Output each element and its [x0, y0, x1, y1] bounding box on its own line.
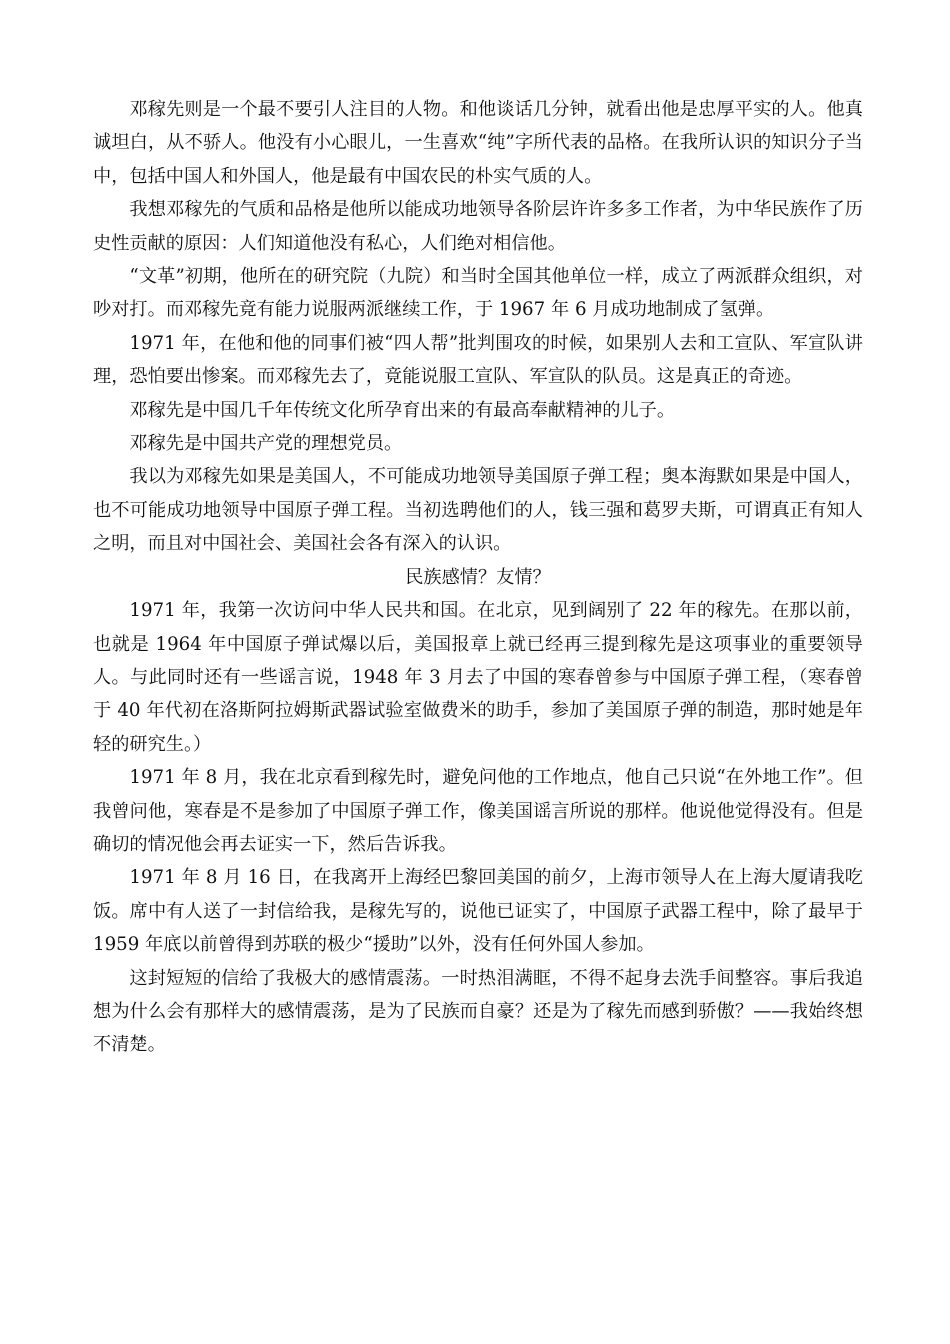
paragraph: 邓稼先是中国共产党的理想党员。 [129, 433, 403, 455]
paragraph: 我以为邓稼先如果是美国人，不可能成功地领导美国原子弹工程；奥本海默如果是中国人，也不可能成功地领导中国原子弹工程。当初选聘他们的人，钱三强和葛罗夫斯，可谓真正有知人之明，而且对中国社会、美国社会各有深入的认识。 [93, 466, 863, 555]
document-page [93, 93, 863, 1062]
paragraph: 1971 年，我第一次访问中华人民共和国。在北京，见到阔别了 22 年的稼先。在那以前，也就是 1964 年中国原子弹试爆以后，美国报章上就已经再三提到稼先是这项事业的重要领导人。与此同时还有一些谣言说，1948 年 3 月去了中国的寒春曾参与中国原子弹工程，（寒春曾于 40 年代初在洛斯阿拉姆斯武器试验室做费米的助手，参加了美国原子弹的制造，那时她是年轻的研究生。） [93, 600, 863, 755]
section-heading: 民族感情？友情？ [405, 566, 551, 588]
paragraph: 这封短短的信给了我极大的感情震荡。一时热泪满眶，不得不起身去洗手间整容。事后我追想为什么会有那样大的感情震荡，是为了民族而自豪？还是为了稼先而感到骄傲？——我始终想不清楚。 [93, 967, 863, 1056]
paragraph: 邓稼先则是一个最不要引人注目的人物。和他谈话几分钟，就看出他是忠厚平实的人。他真诚坦白，从不骄人。他没有小心眼儿，一生喜欢“纯”字所代表的品格。在我所认识的知识分子当中，包括中国人和外国人，他是最有中国农民的朴实气质的人。 [93, 99, 863, 187]
paragraph: 1971 年 8 月，我在北京看到稼先时，避免问他的工作地点，他自己只说“在外地工作”。但我曾问他，寒春是不是参加了中国原子弹工作，像美国谣言所说的那样。他说他觉得没有。但是确切的情况他会再去证实一下，然后告诉我。 [93, 767, 863, 855]
paragraph: 1971 年，在他和他的同事们被“四人帮”批判围攻的时候，如果别人去和工宣队、军宣队讲理，恐怕要出惨案。而邓稼先去了，竟能说服工宣队、军宣队的队员。这是真正的奇迹。 [93, 332, 863, 388]
paragraph: 1971 年 8 月 16 日，在我离开上海经巴黎回美国的前夕，上海市领导人在上海大厦请我吃饭。席中有人送了一封信给我，是稼先写的，说他已证实了，中国原子武器工程中，除了最早于 1959 年底以前曾得到苏联的极少“援助”以外，没有任何外国人参加。 [93, 867, 863, 956]
paragraph: 邓稼先是中国几千年传统文化所孕育出来的有最高奉献精神的儿子。 [129, 399, 676, 421]
paragraph: “文革”初期，他所在的研究院（九院）和当时全国其他单位一样，成立了两派群众组织，对吵对打。而邓稼先竟有能力说服两派继续工作，于 1967 年 6 月成功地制成了氢弹。 [93, 266, 863, 321]
paragraph: 我想邓稼先的气质和品格是他所以能成功地领导各阶层许许多多工作者，为中华民族作了历史性贡献的原因：人们知道他没有私心，人们绝对相信他。 [93, 199, 863, 254]
